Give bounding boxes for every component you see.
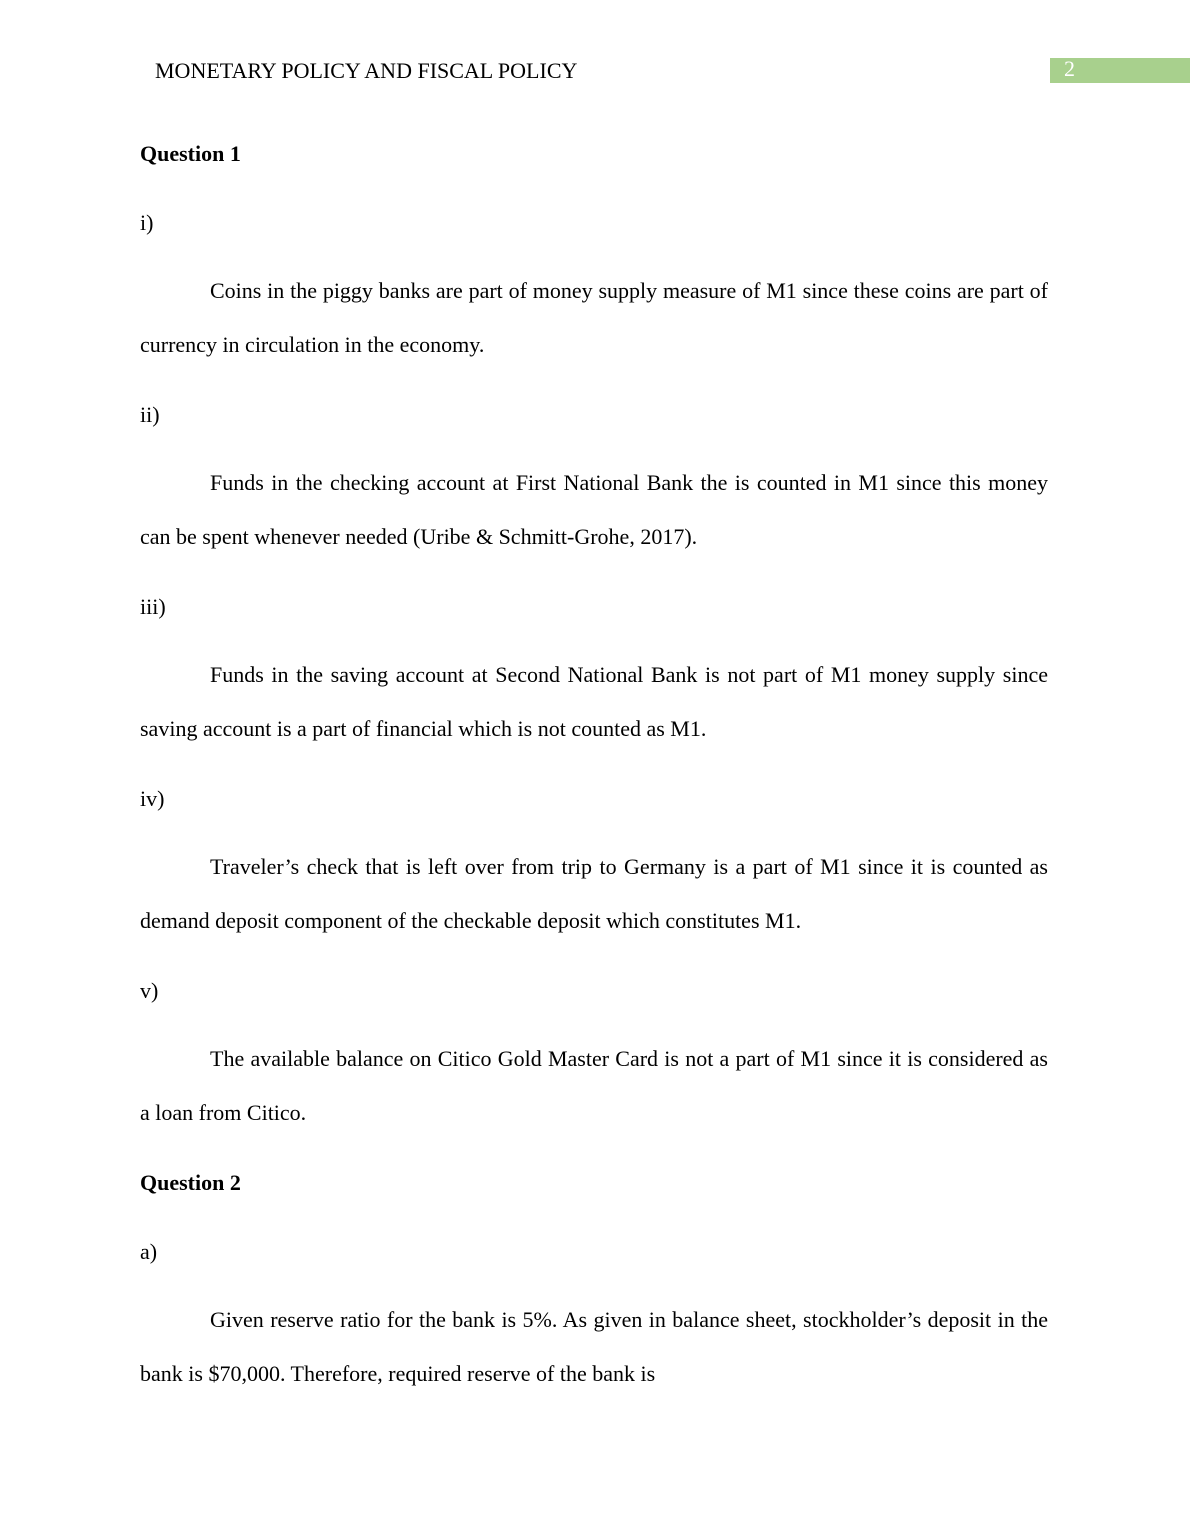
running-header-title: MONETARY POLICY AND FISCAL POLICY [155, 58, 578, 83]
item-text-v: The available balance on Citico Gold Master Card is not a part of M1 since it is considered as a loan from Citico. [140, 1046, 1048, 1125]
item-label-i: i) [140, 210, 154, 235]
item-label-iii: iii) [140, 594, 166, 619]
item-text-iii: Funds in the saving account at Second National Bank is not part of M1 money supply since saving account is a part of financial which is not counted as M1. [140, 662, 1048, 741]
item-label-v: v) [140, 978, 159, 1003]
document-body [140, 136, 1048, 1426]
item-text-ii: Funds in the checking account at First National Bank the is counted in M1 since this money can be spent whenever needed (Uribe & Schmitt-Grohe, 2017). [140, 470, 1048, 549]
item-label-ii: ii) [140, 402, 160, 427]
question-2-heading: Question 2 [140, 1170, 241, 1195]
item-text-i: Coins in the piggy banks are part of money supply measure of M1 since these coins are part of currency in circulation in the economy. [140, 278, 1048, 357]
item-text-iv: Traveler’s check that is left over from trip to Germany is a part of M1 since it is counted as demand deposit component of the checkable deposit which constitutes M1. [140, 854, 1048, 933]
page-number-bar [1050, 58, 1190, 83]
question-1-heading: Question 1 [140, 141, 241, 166]
item-label-a: a) [140, 1239, 158, 1264]
page-number: 2 [1064, 56, 1075, 81]
item-text-a: Given reserve ratio for the bank is 5%. As given in balance sheet, stockholder’s deposit in the bank is $70,000. Therefore, required reserve of the bank is [140, 1307, 1048, 1386]
item-label-iv: iv) [140, 786, 165, 811]
